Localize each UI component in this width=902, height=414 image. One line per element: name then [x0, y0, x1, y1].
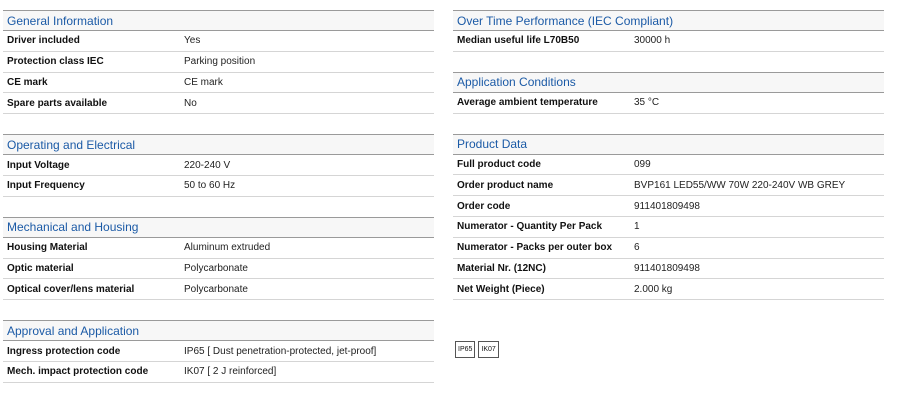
section-header	[3, 10, 434, 31]
spec-row	[453, 155, 884, 176]
left-column	[3, 10, 434, 383]
section-header	[3, 320, 434, 341]
section-header	[453, 10, 884, 31]
spec-value: Parking position	[184, 56, 256, 68]
spec-row	[453, 31, 884, 52]
spec-value: 6	[634, 242, 640, 254]
spec-key: Order code	[457, 200, 511, 212]
section-title: Over Time Performance (IEC Compliant)	[457, 13, 674, 28]
spec-value: IP65 [ Dust penetration-protected, jet-proof]	[184, 345, 377, 357]
spec-row	[453, 238, 884, 259]
spec-row	[3, 176, 434, 197]
section-title: Operating and Electrical	[7, 137, 136, 152]
spec-value: Polycarbonate	[184, 283, 248, 295]
spec-key: Numerator - Packs per outer box	[457, 242, 613, 254]
spec-key: Optic material	[7, 262, 74, 274]
spec-value: BVP161 LED55/WW 70W 220-240V WB GREY	[634, 179, 846, 191]
spec-key: Material Nr. (12NC)	[457, 262, 546, 274]
spec-value: CE mark	[184, 76, 223, 88]
spec-value: No	[184, 97, 197, 109]
section-title: General Information	[7, 13, 114, 28]
spec-row	[3, 362, 434, 383]
section-title: Mechanical and Housing	[7, 220, 139, 235]
ik-rating-badge: IK07	[478, 341, 498, 358]
spec-value: 220-240 V	[184, 159, 231, 171]
spec-row	[3, 52, 434, 73]
spec-row	[453, 196, 884, 217]
spec-value: 1	[634, 221, 640, 233]
spec-key: Full product code	[457, 158, 541, 170]
section-title: Application Conditions	[457, 75, 576, 90]
spec-value: Aluminum extruded	[184, 242, 271, 254]
spec-key: CE mark	[7, 76, 48, 88]
spec-key: Housing Material	[7, 242, 88, 254]
section-mechanical-housing	[3, 217, 434, 300]
section-operating-electrical	[3, 134, 434, 197]
spec-row	[453, 279, 884, 300]
spec-row	[3, 259, 434, 280]
spec-key: Protection class IEC	[7, 56, 104, 68]
section-general-information	[3, 10, 434, 114]
spec-key: Median useful life L70B50	[457, 35, 580, 47]
spec-key: Net Weight (Piece)	[457, 283, 545, 295]
section-product-data	[453, 134, 884, 301]
spec-row	[3, 93, 434, 114]
spec-row	[3, 238, 434, 259]
spec-value: 911401809498	[634, 262, 700, 274]
section-title: Approval and Application	[7, 323, 140, 338]
section-header	[453, 134, 884, 155]
spec-row	[453, 217, 884, 238]
certification-badges	[455, 341, 499, 358]
spec-value: 30000 h	[634, 35, 671, 47]
spec-row	[3, 341, 434, 362]
ip-rating-badge: IP65	[455, 341, 475, 358]
spec-key: Input Voltage	[7, 159, 70, 171]
spec-value: 911401809498	[634, 200, 700, 212]
section-title: Product Data	[457, 137, 528, 152]
spec-key: Optical cover/lens material	[7, 283, 135, 295]
spec-key: Mech. impact protection code	[7, 366, 149, 378]
spec-key: Order product name	[457, 179, 554, 191]
section-approval-application	[3, 320, 434, 383]
spec-key: Spare parts available	[7, 97, 108, 109]
spec-key: Numerator - Quantity Per Pack	[457, 221, 603, 233]
spec-value: 35 °C	[634, 97, 660, 109]
right-column	[453, 10, 884, 300]
spec-row	[3, 73, 434, 94]
section-header	[3, 134, 434, 155]
spec-key: Ingress protection code	[7, 345, 121, 357]
spec-row	[453, 93, 884, 114]
spec-value: IK07 [ 2 J reinforced]	[184, 366, 277, 378]
spec-row	[3, 31, 434, 52]
spec-row	[3, 279, 434, 300]
spec-value: 099	[634, 158, 651, 170]
spec-value: 2.000 kg	[634, 283, 673, 295]
section-application-conditions	[453, 72, 884, 114]
spec-value: Polycarbonate	[184, 262, 248, 274]
section-header	[453, 72, 884, 93]
spec-row	[453, 175, 884, 196]
spec-row	[3, 155, 434, 176]
spec-key: Average ambient temperature	[457, 97, 598, 109]
section-header	[3, 217, 434, 238]
spec-value: Yes	[184, 35, 201, 47]
spec-key: Input Frequency	[7, 180, 85, 192]
spec-key: Driver included	[7, 35, 80, 47]
spec-value: 50 to 60 Hz	[184, 180, 236, 192]
section-over-time-performance	[453, 10, 884, 52]
spec-row	[453, 259, 884, 280]
